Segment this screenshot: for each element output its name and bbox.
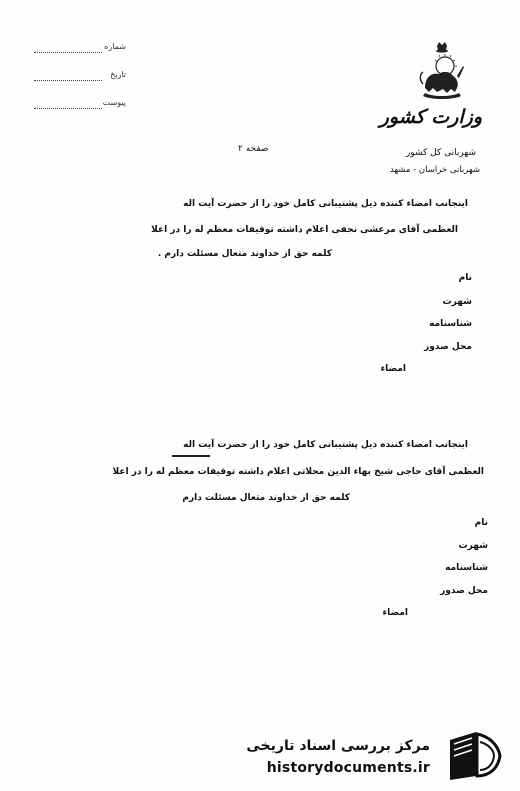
attachment-label: پیوست (102, 98, 126, 107)
section1-line1: اینجانب امضاء کننده ذیل پشتیبانی کامل خود را از حضرت آیت اله (183, 199, 468, 209)
number-label: شماره (104, 42, 126, 51)
page-number: صفحه ۲ (238, 144, 269, 154)
municipality-name: شهربانی کل کشور (405, 148, 476, 158)
section2-line1: اینجانب امضاء کننده ذیل پشتیبانی کامل خود را از حضرت آیت اله (183, 440, 468, 450)
watermark-title: مرکز بررسی اسناد تاریخی (246, 738, 430, 754)
section2-line2: العظمی آقای حاجی شیخ بهاء الدین محلاتی اعلام داشته توقیفات معظم له را در اعلا (112, 467, 484, 477)
city-office: شهربانی خراسان - مشهد (389, 165, 480, 175)
section2-signature-label: امضاء (382, 608, 408, 618)
number-dotted-line (34, 52, 102, 53)
section1-line2: العظمی آقای مرعشی نجفی اعلام داشته توقیفات معظم له را در اعلا (151, 225, 458, 235)
watermark-url: historydocuments.ir (266, 760, 430, 776)
section1-line3: کلمه حق از خداوند متعال مسئلت دارم . (157, 249, 332, 259)
section2-place-label: محل صدور (440, 586, 488, 596)
watermark (238, 728, 512, 784)
section1-name-label: نام (458, 273, 472, 283)
attachment-dotted-line (34, 108, 102, 109)
section1-place-label: محل صدور (424, 342, 472, 352)
section2-fame-label: شهرت (458, 541, 488, 551)
lion-and-sun-emblem-icon (417, 40, 467, 102)
section1-id-label: شناسنامه (429, 319, 472, 329)
section2-line3: کلمه حق از خداوند متعال مسئلت دارم (182, 493, 350, 503)
section2-id-label: شناسنامه (445, 563, 488, 573)
attachment-field (34, 98, 126, 112)
date-dotted-line (34, 80, 102, 81)
section1-fame-label: شهرت (442, 297, 472, 307)
section2-name-label: نام (474, 518, 488, 528)
number-field (34, 42, 126, 56)
archive-logo-icon (446, 730, 504, 782)
date-label: تاریخ (110, 70, 126, 79)
handwritten-dash (172, 455, 210, 457)
ministry-title: وزارت کشور (379, 106, 482, 128)
date-field (34, 70, 126, 84)
section1-signature-label: امضاء (380, 364, 406, 374)
